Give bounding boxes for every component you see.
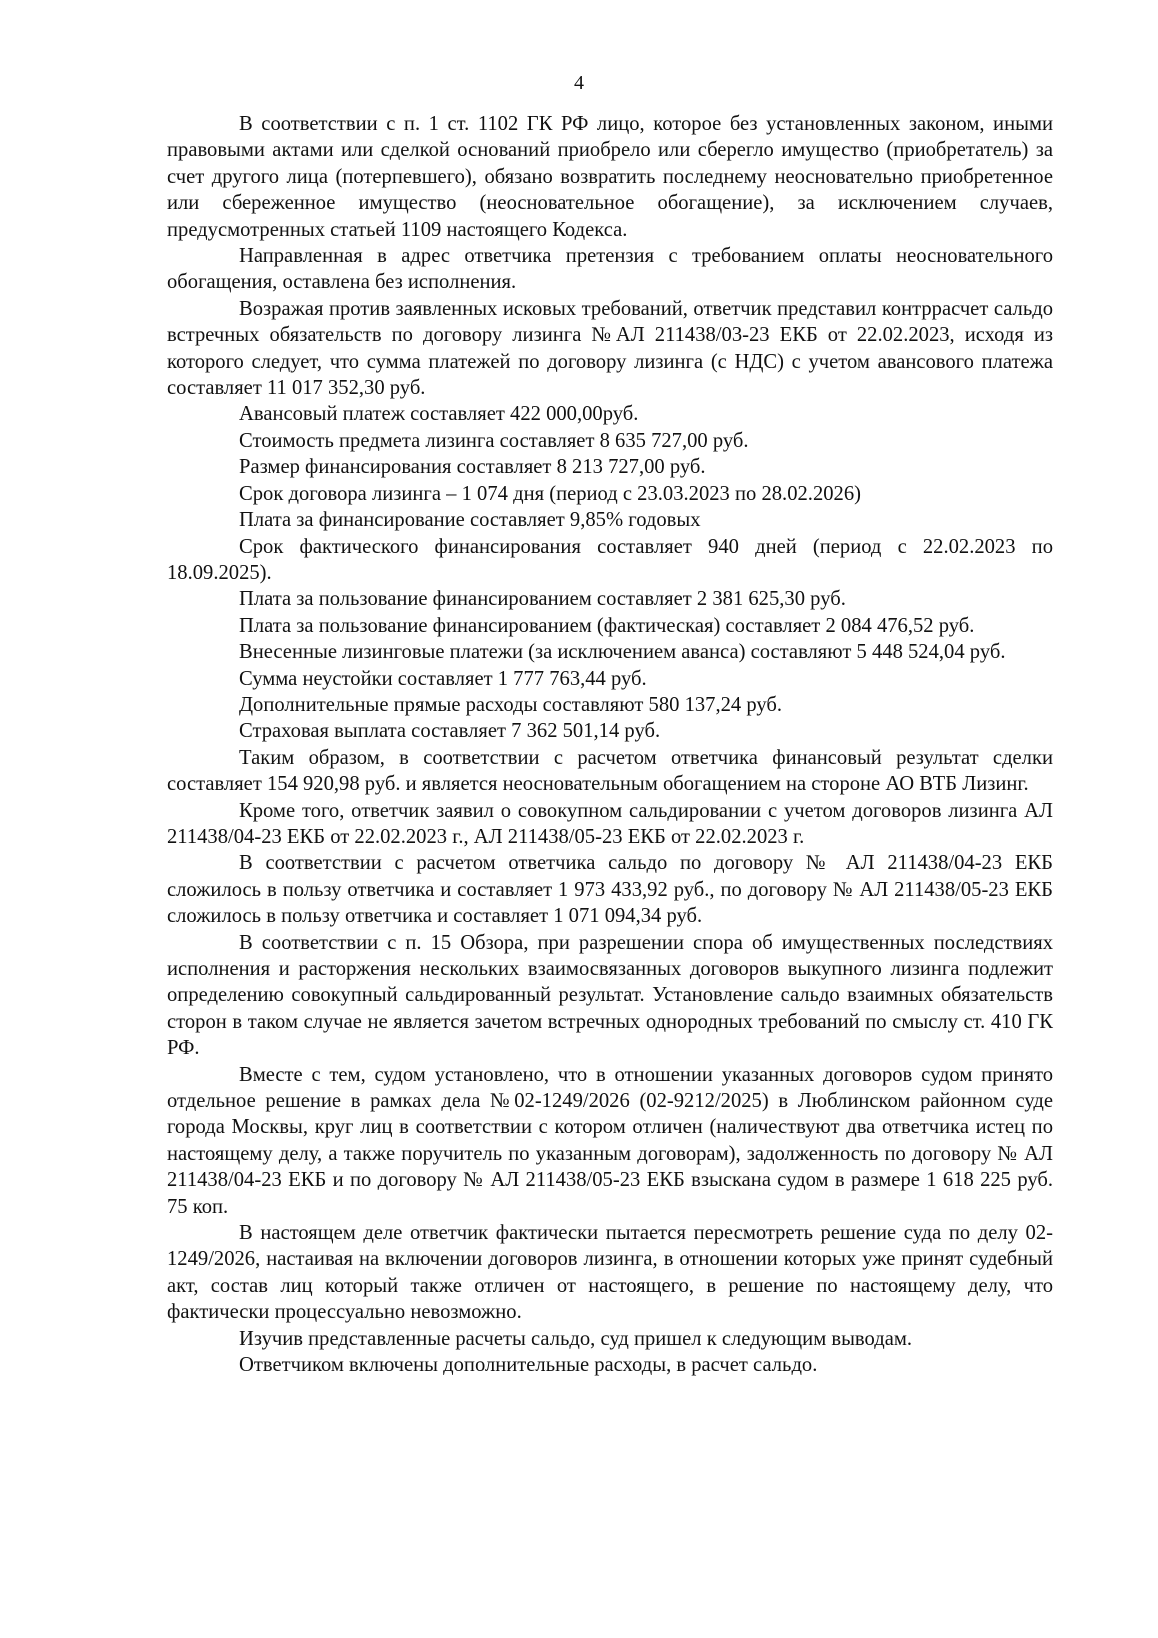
paragraph: Размер финансирования составляет 8 213 727,00 руб. <box>239 456 706 479</box>
paragraph: Вместе с тем, судом установлено, что в отношении указанных договоров судом принято отдельное решение в рамках дела №02-1249/2026 (02-9212/2025) в Люблинском районном суде города Москвы, круг лиц в соответствии с котором отличен (наличествуют два ответчика истец по настоящему делу, а также поручитель по указанным договорам), задолженность по договору № АЛ 211438/04-23 ЕКБ и по договору № АЛ 211438/05-23 ЕКБ взыскана судом в размере 1 618 225 руб. 75 коп. <box>167 1063 1053 1218</box>
paragraph: Таким образом, в соответствии с расчетом ответчика финансовый результат сделки составляет 154 920,98 руб. и является неосновательным обогащением на стороне АО ВТБ Лизинг. <box>167 746 1053 796</box>
paragraph: В соответствии с расчетом ответчика сальдо по договору № АЛ 211438/04-23 ЕКБ сложилось в пользу ответчика и составляет 1 973 433,92 руб., по договору № АЛ 211438/05-23 ЕКБ сложилось в пользу ответчика и составляет 1 071 094,34 руб. <box>167 852 1053 928</box>
paragraph: Плата за финансирование составляет 9,85% годовых <box>239 509 701 532</box>
paragraph: Возражая против заявленных исковых требований, ответчик представил контррасчет сальдо встречных обязательств по договору лизинга №АЛ 211438/03-23 ЕКБ от 22.02.2023, исходя из которого следует, что сумма платежей по договору лизинга (с НДС) с учетом авансового платежа составляет 11 017 352,30 руб. <box>167 297 1053 400</box>
page-number: 4 <box>574 72 584 94</box>
paragraph: В настоящем деле ответчик фактически пытается пересмотреть решение суда по делу 02-1249/2026, настаивая на включении договоров лизинга, в отношении которых уже принят судебный акт, состав лиц который также отличен от настоящего, в решение по настоящему делу, что фактически процессуально невозможно. <box>167 1222 1053 1324</box>
paragraph: Сумма неустойки составляет 1 777 763,44 руб. <box>239 667 647 690</box>
paragraph: Изучив представленные расчеты сальдо, суд пришел к следующим выводам. <box>239 1327 913 1350</box>
document-body <box>167 111 1053 1379</box>
paragraph: Плата за пользование финансированием (фактическая) составляет 2 084 476,52 руб. <box>239 614 975 637</box>
paragraph: Внесенные лизинговые платежи (за исключением аванса) составляют 5 448 524,04 руб. <box>239 641 1006 664</box>
paragraph: Страховая выплата составляет 7 362 501,14 руб. <box>239 720 661 743</box>
paragraph: Дополнительные прямые расходы составляют 580 137,24 руб. <box>239 693 783 716</box>
paragraph: В соответствии с п. 15 Обзора, при разрешении спора об имущественных последствиях исполнения и расторжения нескольких взаимосвязанных договоров выкупного лизинга подлежит определению совокупный сальдированный результат. Установление сальдо взаимных обязательств сторон в таком случае не является зачетом встречных однородных требований по смыслу ст. 410 ГК РФ. <box>167 931 1053 1060</box>
paragraph: Авансовый платеж составляет 422 000,00руб. <box>239 403 639 426</box>
paragraph: Кроме того, ответчик заявил о совокупном сальдировании с учетом договоров лизинга АЛ 211438/04-23 ЕКБ от 22.02.2023 г., АЛ 211438/05-23 ЕКБ от 22.02.2023 г. <box>167 799 1053 848</box>
paragraph: Стоимость предмета лизинга составляет 8 635 727,00 руб. <box>239 429 749 452</box>
paragraph: Ответчиком включены дополнительные расходы, в расчет сальдо. <box>239 1354 818 1377</box>
paragraph: В соответствии с п. 1 ст. 1102 ГК РФ лицо, которое без установленных законом, иными правовыми актами или сделкой оснований приобрело или сберегло имущество (приобретатель) за счет другого лица (потерпевшего), обязано возвратить последнему неосновательно приобретенное или сбереженное имущество (неосновательное обогащение), за исключением случаев, предусмотренных статьей 1109 настоящего Кодекса. <box>167 113 1053 241</box>
paragraph: Срок фактического финансирования составляет 940 дней (период с 22.02.2023 по 18.09.2025). <box>167 535 1053 584</box>
paragraph: Плата за пользование финансированием составляет 2 381 625,30 руб. <box>239 588 846 611</box>
paragraph: Срок договора лизинга – 1 074 дня (период с 23.03.2023 по 28.02.2026) <box>239 482 861 505</box>
paragraph: Направленная в адрес ответчика претензия с требованием оплаты неосновательного обогащения, оставлена без исполнения. <box>167 245 1053 294</box>
